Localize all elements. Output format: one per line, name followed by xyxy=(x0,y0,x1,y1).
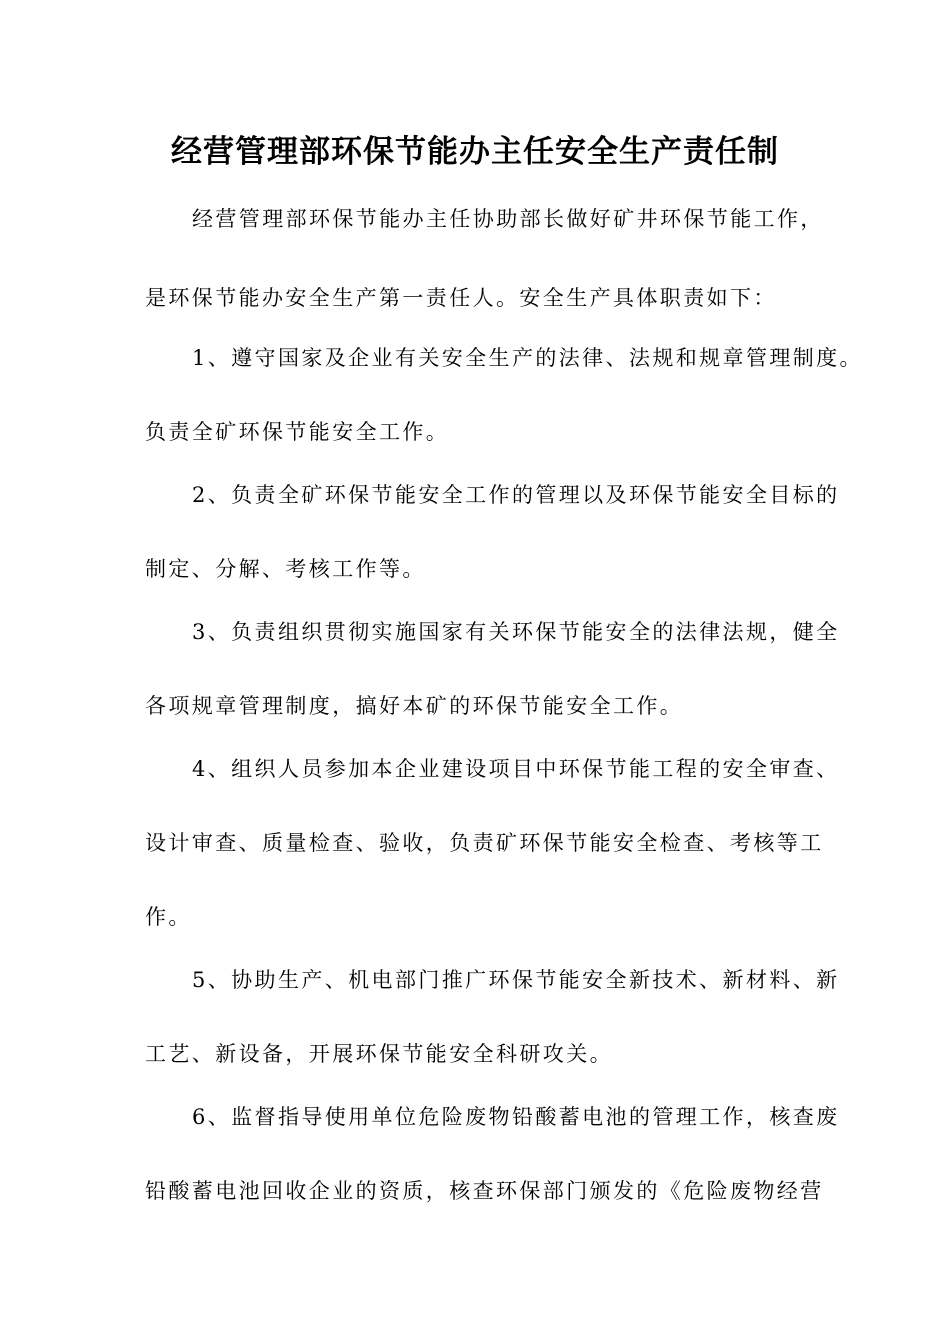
intro-line-1: 经营管理部环保节能办主任协助部长做好矿井环保节能工作， xyxy=(192,207,824,231)
item-3-line-2: 各项规章管理制度，搞好本矿的环保节能安全工作。 xyxy=(145,694,684,718)
item-5-line-2: 工艺、新设备，开展环保节能安全科研攻关。 xyxy=(145,1042,613,1066)
item-4-line-2: 设计审查、质量检查、验收，负责矿环保节能安全检查、考核等工 xyxy=(145,831,824,855)
item-1-line-1: 1、遵守国家及企业有关安全生产的法律、法规和规章管理制度。 xyxy=(192,346,863,370)
item-5-line-1: 5、协助生产、机电部门推广环保节能安全新技术、新材料、新 xyxy=(192,968,840,992)
intro-line-2: 是环保节能办安全生产第一责任人。安全生产具体职责如下： xyxy=(145,286,777,310)
item-2-line-2: 制定、分解、考核工作等。 xyxy=(145,557,426,581)
item-2-line-1: 2、负责全矿环保节能安全工作的管理以及环保节能安全目标的 xyxy=(192,483,840,507)
item-4-line-3: 作。 xyxy=(145,905,192,929)
item-1-line-2: 负责全矿环保节能安全工作。 xyxy=(145,420,450,444)
item-4-line-1: 4、组织人员参加本企业建设项目中环保节能工程的安全审查、 xyxy=(192,757,840,781)
document-title: 经营管理部环保节能办主任安全生产责任制 xyxy=(171,134,779,170)
item-3-line-1: 3、负责组织贯彻实施国家有关环保节能安全的法律法规，健全 xyxy=(192,620,840,644)
item-6-line-1: 6、监督指导使用单位危险废物铅酸蓄电池的管理工作，核查废 xyxy=(192,1105,840,1129)
item-6-line-2: 铅酸蓄电池回收企业的资质，核查环保部门颁发的《危险废物经营 xyxy=(145,1179,824,1203)
